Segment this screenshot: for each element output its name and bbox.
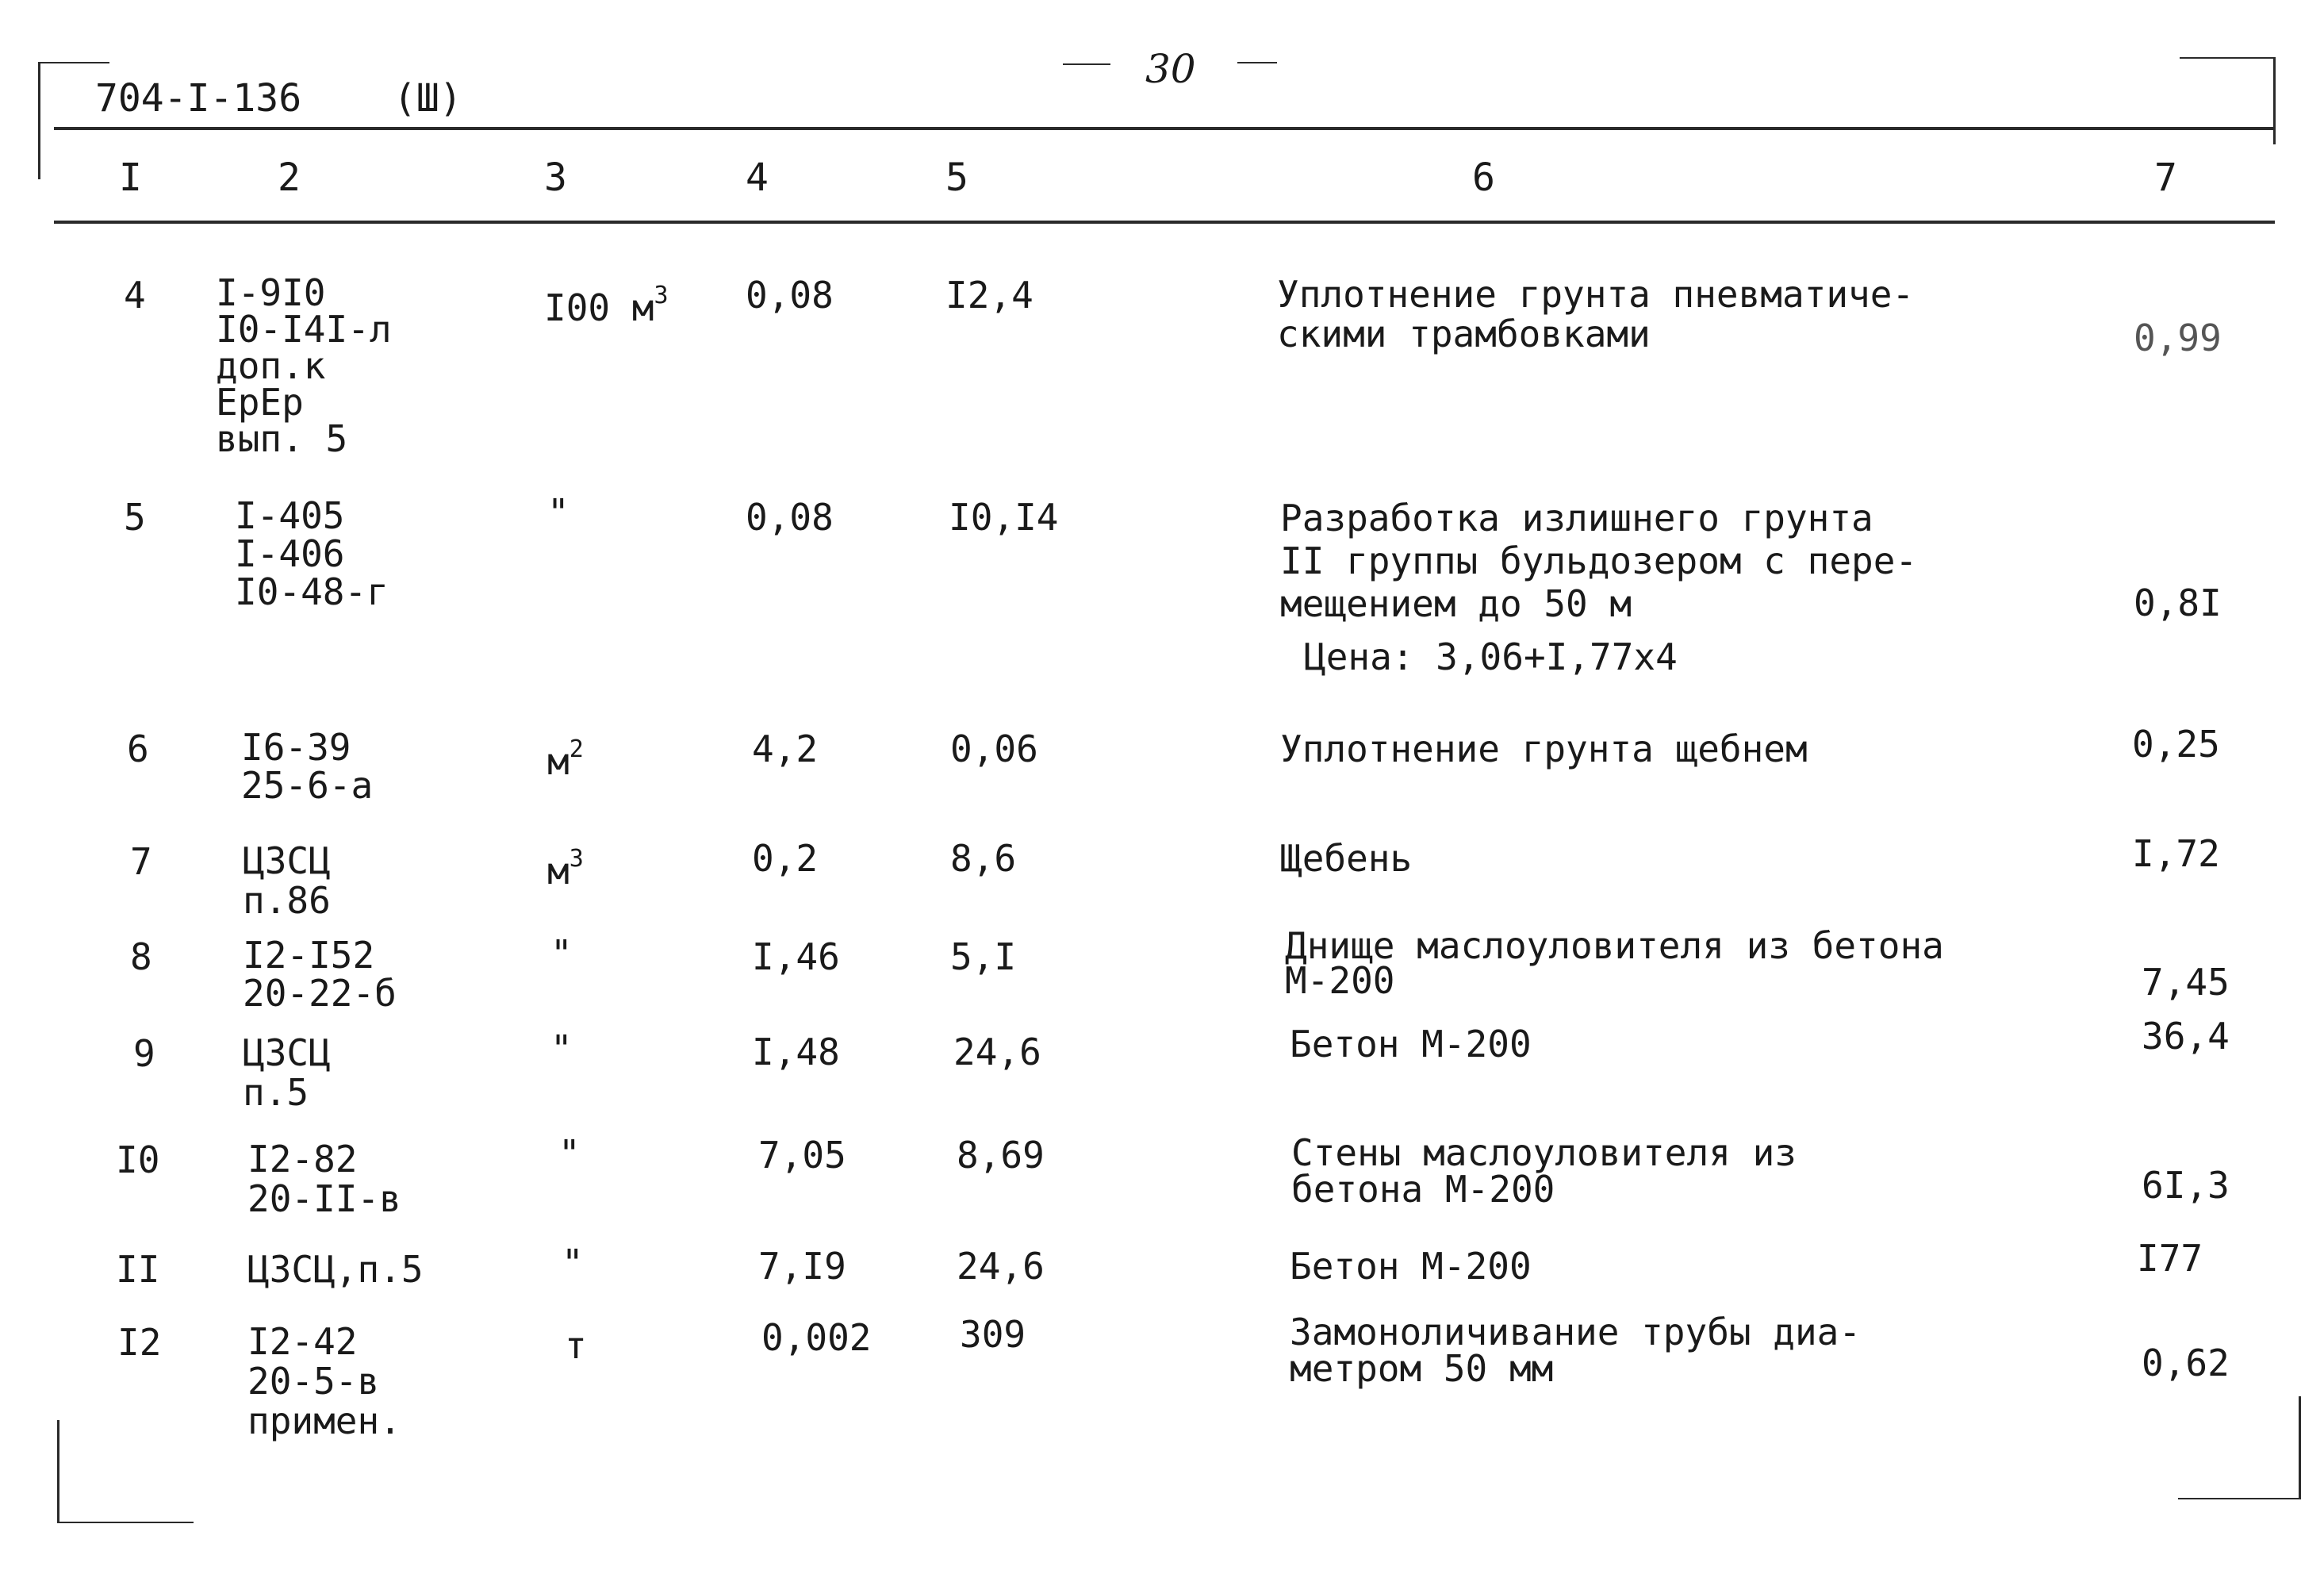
- quantity: I,48: [752, 1031, 840, 1073]
- description-line: бетона М-200: [1291, 1168, 1555, 1211]
- code-line: I-405: [235, 494, 345, 537]
- total: 0,62: [2142, 1342, 2230, 1384]
- code-line: I2-42: [247, 1320, 358, 1363]
- unit: [547, 492, 569, 534]
- unit-superscript: 3: [569, 845, 584, 873]
- unit: [562, 1242, 584, 1284]
- row-codes: [247, 1249, 424, 1291]
- description-line: Уплотнение грунта щебнем: [1280, 727, 1808, 770]
- quantity: 0,2: [752, 837, 819, 880]
- code-line: I0-I4I-л: [216, 308, 392, 351]
- unit-text: ": [562, 1242, 584, 1284]
- unit-price: I0,I4: [949, 496, 1059, 539]
- description-line: мещением до 50 м: [1280, 582, 1632, 625]
- page-border-bottom-right: [2178, 1498, 2300, 1499]
- description: [1280, 497, 1917, 625]
- quantity: 0,002: [761, 1316, 872, 1359]
- page-border-right-top: [2273, 57, 2276, 144]
- description-line: М-200: [1285, 959, 1395, 1002]
- description: [1290, 1023, 1532, 1065]
- code-line: п.86: [243, 879, 331, 922]
- code-line: ЕрЕр: [216, 381, 304, 424]
- row-number: I2: [117, 1321, 162, 1364]
- description: [1291, 1131, 1797, 1211]
- unit: [550, 933, 573, 975]
- description-line: Днище маслоуловителя из бетона: [1285, 924, 1944, 967]
- document-suffix: (Ш): [393, 76, 462, 121]
- total: 7,45: [2142, 961, 2230, 1004]
- quantity: I,46: [752, 935, 840, 978]
- description-line: Бетон М-200: [1290, 1245, 1532, 1288]
- unit-price: 8,6: [950, 837, 1017, 880]
- unit: [550, 1028, 573, 1070]
- document-code: 704-I-136: [95, 76, 302, 121]
- row-codes: [247, 1322, 401, 1441]
- row-number: 4: [124, 274, 146, 317]
- row-number: 6: [127, 727, 149, 770]
- row-codes: [235, 494, 389, 613]
- row-number: 9: [133, 1032, 155, 1075]
- unit-price: I2,4: [945, 274, 1034, 317]
- description-line: скими трамбовками: [1277, 313, 1651, 355]
- code-line: 20-II-в: [247, 1177, 401, 1220]
- column-header-6: 6: [1472, 155, 1495, 200]
- page-border-left-bottom: [57, 1420, 59, 1523]
- code-line: 25-6-а: [241, 764, 374, 807]
- row-codes: [247, 1139, 401, 1219]
- code-line: ЦЗСЦ,п.5: [247, 1248, 424, 1291]
- page-border-right-bottom: [2299, 1396, 2301, 1499]
- code-line: примен.: [247, 1399, 401, 1442]
- code-line: I-406: [235, 532, 345, 575]
- description-line: Щебень: [1280, 837, 1413, 880]
- price-note: Цена: 3,06+I,77х4: [1304, 635, 1678, 678]
- page-border-top-right: [2180, 57, 2275, 59]
- row-codes: [243, 841, 331, 920]
- total: 0,25: [2132, 723, 2220, 766]
- column-header-rule: [54, 221, 2275, 224]
- code-line: I2-82: [247, 1138, 358, 1180]
- total: I77: [2137, 1237, 2203, 1280]
- description: [1290, 1246, 1532, 1288]
- row-number: 7: [130, 840, 152, 883]
- quantity: 0,08: [746, 274, 834, 317]
- description: [1290, 1311, 1862, 1390]
- page-border-left-top: [38, 62, 40, 179]
- row-codes: [243, 1033, 331, 1112]
- total: 0,99: [2134, 317, 2222, 359]
- unit: [565, 1325, 587, 1367]
- code-line: п.5: [243, 1071, 309, 1114]
- page-number: 30: [1145, 46, 1196, 92]
- unit-text: ": [550, 932, 573, 975]
- row-number: 8: [130, 935, 152, 978]
- row-number: I0: [116, 1138, 160, 1181]
- description: [1285, 924, 1944, 1002]
- column-header-4: 4: [746, 155, 769, 200]
- unit: [547, 728, 584, 783]
- quantity: 7,I9: [758, 1245, 846, 1288]
- description: [1280, 838, 1412, 880]
- description-line: Стены маслоуловителя из: [1291, 1131, 1797, 1174]
- unit-price: 24,6: [957, 1245, 1045, 1288]
- description-line: Уплотнение грунта пневматиче-: [1277, 273, 1915, 316]
- column-header-1: I: [119, 155, 142, 200]
- row-number: II: [116, 1248, 160, 1291]
- total: I,72: [2132, 832, 2220, 875]
- row-codes: [241, 726, 374, 807]
- code-line: I-9I0: [216, 271, 326, 314]
- page-border-top-left: [38, 62, 109, 63]
- unit: [544, 274, 669, 329]
- description-line: Разработка излишнего грунта: [1280, 497, 1873, 539]
- total: 6I,3: [2142, 1164, 2230, 1207]
- code-line: I6-39: [241, 726, 351, 769]
- header-rule: [54, 127, 2275, 130]
- total: 0,8I: [2134, 582, 2222, 624]
- description: [1280, 728, 1808, 770]
- unit: [558, 1133, 581, 1175]
- unit-superscript: 3: [654, 282, 669, 309]
- unit-text: ": [547, 491, 569, 534]
- description: [1277, 274, 1914, 354]
- row-codes: [216, 271, 392, 460]
- page-number-dash-left: [1063, 63, 1110, 65]
- unit-text: ": [550, 1027, 573, 1070]
- column-header-3: 3: [544, 155, 567, 200]
- total: 36,4: [2142, 1015, 2230, 1058]
- row-number: 5: [124, 496, 146, 539]
- unit-price: 24,6: [953, 1031, 1041, 1073]
- unit-text: ": [558, 1132, 581, 1175]
- quantity: 0,08: [746, 496, 834, 539]
- row-codes: [243, 934, 397, 1015]
- unit-price: 0,06: [950, 727, 1038, 770]
- column-header-2: 2: [278, 155, 301, 200]
- code-line: ЦЗСЦ: [243, 839, 331, 882]
- description-line: метром 50 мм: [1290, 1347, 1554, 1390]
- unit-superscript: 2: [569, 735, 584, 763]
- code-line: 20-5-в: [247, 1360, 380, 1403]
- quantity: 4,2: [752, 727, 819, 770]
- code-line: вып. 5: [216, 417, 348, 460]
- unit-text: т: [565, 1324, 587, 1367]
- unit-text: I00 м: [544, 286, 654, 329]
- code-line: 20-22-б: [243, 972, 397, 1015]
- description-line: Бетон М-200: [1290, 1023, 1532, 1065]
- unit-price: 8,69: [957, 1134, 1045, 1177]
- unit-text: м: [547, 850, 569, 893]
- column-header-5: 5: [945, 155, 968, 200]
- page-border-bottom-left: [57, 1522, 194, 1523]
- unit: [547, 838, 584, 893]
- description-line: II группы бульдозером с пере-: [1280, 539, 1918, 582]
- code-line: доп.к: [216, 344, 326, 387]
- unit-text: м: [547, 740, 569, 783]
- quantity: 7,05: [758, 1134, 846, 1177]
- page-number-dash-right: [1237, 62, 1277, 63]
- description-line: Замоноличивание трубы диа-: [1290, 1311, 1862, 1353]
- code-line: ЦЗСЦ: [243, 1031, 331, 1074]
- code-line: I2-I52: [243, 934, 375, 977]
- column-header-7: 7: [2154, 155, 2177, 200]
- unit-price: 309: [960, 1313, 1026, 1356]
- unit-price: 5,I: [950, 935, 1017, 978]
- code-line: I0-48-г: [235, 570, 389, 613]
